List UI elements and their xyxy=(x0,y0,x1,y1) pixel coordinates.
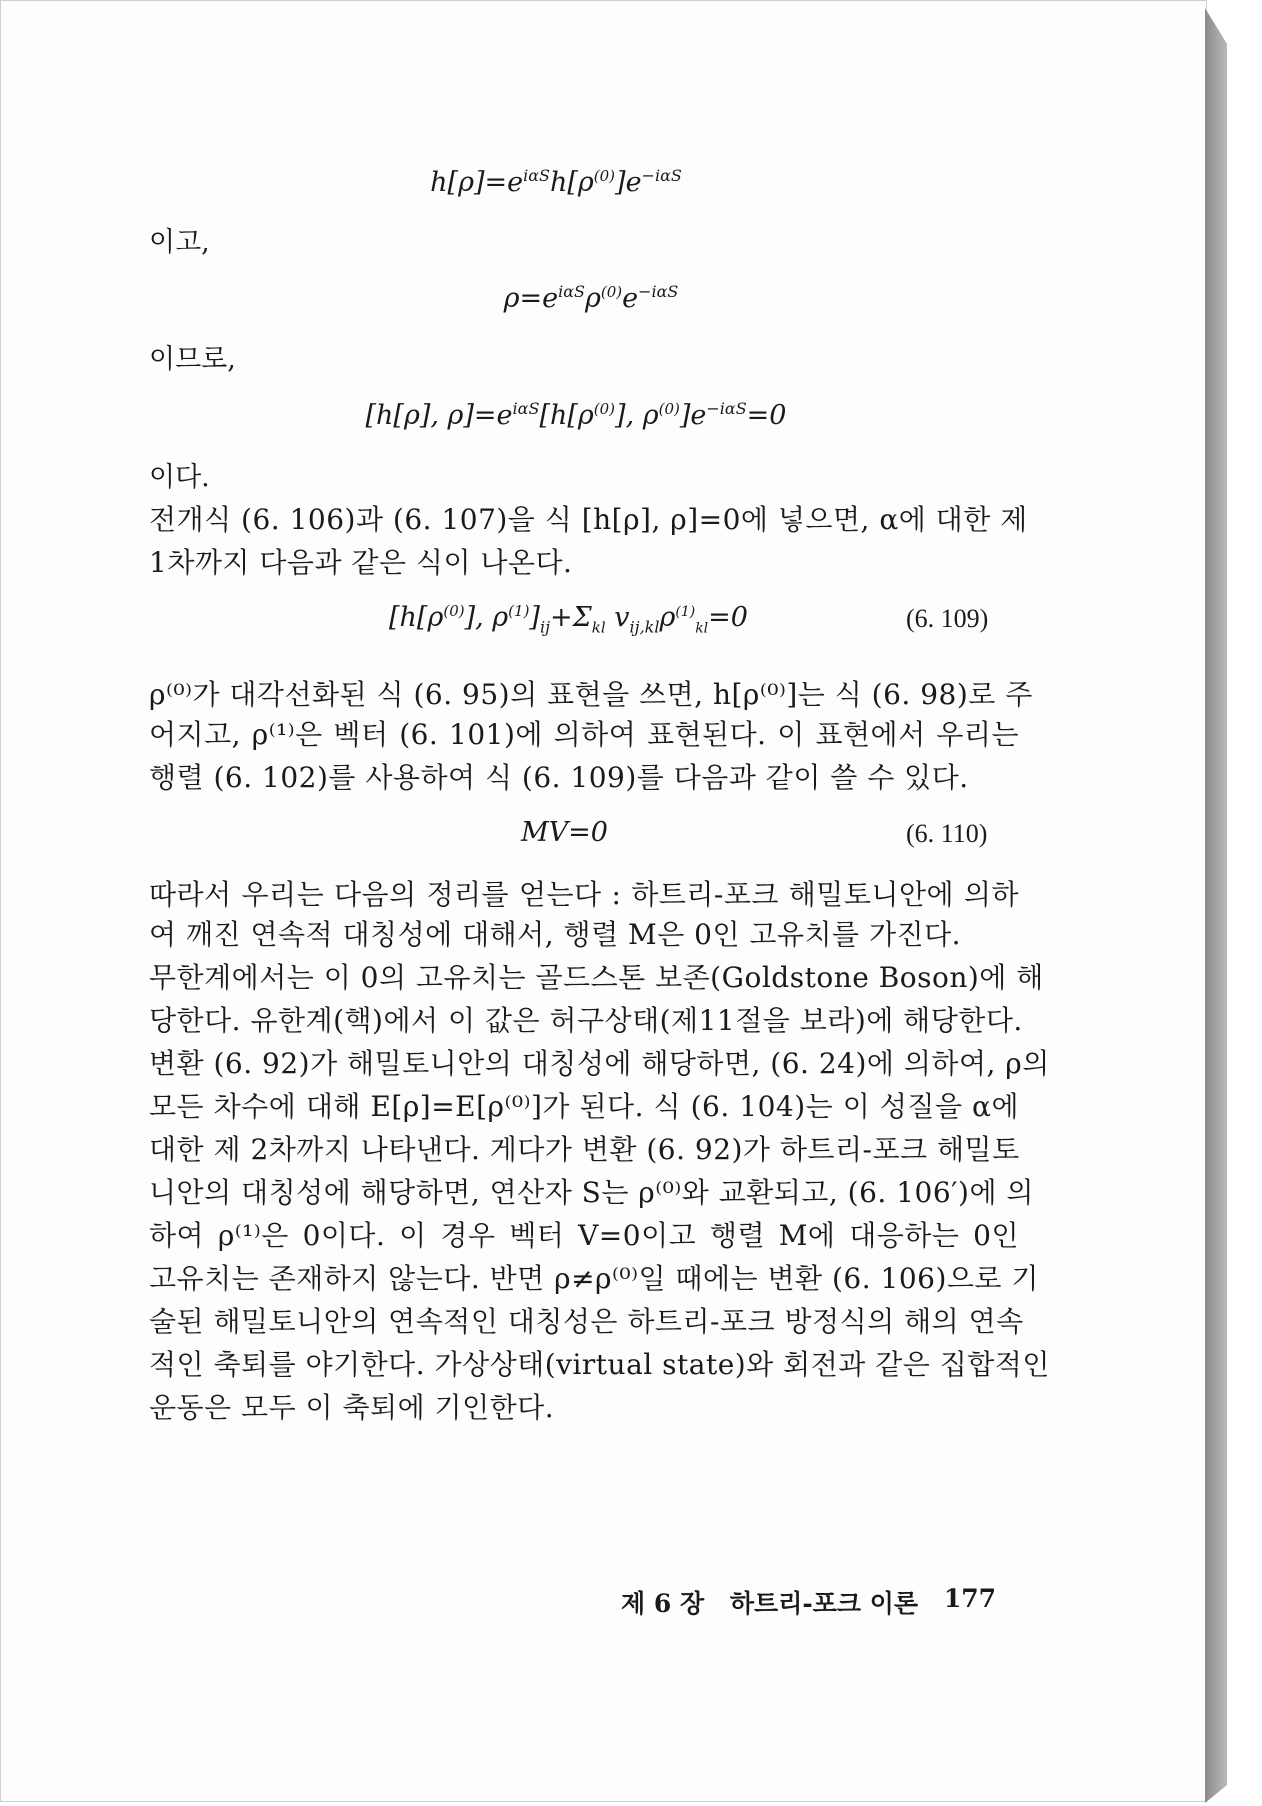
p3-line-10: 고유치는 존재하지 않는다. 반면 ρ≠ρ⁽⁰⁾일 때에는 변환 (6. 106)으로 기 xyxy=(149,1262,1039,1295)
equation-3 xyxy=(351,401,801,429)
text-ida: 이다. xyxy=(149,462,210,493)
p3-line-6: 모든 차수에 대해 E[ρ]=E[ρ⁽⁰⁾]가 된다. 식 (6. 104)는 이 성질을 α에 xyxy=(149,1090,1019,1123)
p3-line-7: 대한 제 2차까지 나타낸다. 게다가 변환 (6. 92)가 하트리-포크 해밀토 xyxy=(149,1133,1020,1166)
p2-line-2: 어지고, ρ⁽¹⁾은 벡터 (6. 101)에 의하여 표현된다. 이 표현에서 우리는 xyxy=(149,718,1019,751)
footer-chapter-title: 하트리-포크 이론 xyxy=(729,1589,919,1618)
p3-line-13: 운동은 모두 이 축퇴에 기인한다. xyxy=(149,1391,555,1424)
p2-line-3: 행렬 (6. 102)를 사용하여 식 (6. 109)를 다음과 같이 쓸 수 있다. xyxy=(149,761,969,794)
equation-2-text: $\rho=e^{i\alpha S}\rho^{(0)}e^{-i\alpha S}$ xyxy=(503,282,679,314)
text-igo: 이고, xyxy=(149,227,210,258)
p2-line-1: ρ⁽⁰⁾가 대각선화된 식 (6. 95)의 표현을 쓰면, h[ρ⁽⁰⁾]는 식 (6. 98)로 주 xyxy=(149,678,1033,711)
text-imeuro: 이므로, xyxy=(149,344,236,375)
p3-line-2: 여 깨진 연속적 대칭성에 대해서, 행렬 M은 0인 고유치를 가진다. xyxy=(149,918,962,951)
p3-line-4: 당한다. 유한계(핵)에서 이 값은 허구상태(제11절을 보라)에 해당한다. xyxy=(149,1004,1023,1037)
equation-5-number: (6. 110) xyxy=(906,819,988,848)
equation-4 xyxy=(389,604,748,635)
equation-1 xyxy=(331,168,781,196)
p3-line-9: 하여 ρ⁽¹⁾은 0이다. 이 경우 벡터 V=0이고 행렬 M에 대응하는 0인 xyxy=(149,1219,1019,1252)
p3-line-12: 적인 축퇴를 야기한다. 가상상태(virtual state)와 회전과 같은 집합적인 xyxy=(149,1348,1050,1381)
footer-chapter: 제 6 장 xyxy=(621,1589,705,1618)
p3-line-8: 니안의 대칭성에 해당하면, 연산자 S는 ρ⁽⁰⁾와 교환되고, (6. 106′)에 의 xyxy=(149,1176,1034,1209)
p1-line-1: 전개식 (6. 106)과 (6. 107)을 식 [h[ρ], ρ]=0에 넣으면, α에 대한 제 xyxy=(149,503,1028,536)
equation-4-text: [$h[\rho^{(0)}]$, $\rho^{(1)}]_{ij}+\Sigma_{kl}$ $v_{ij,kl}\rho^{(1)}_{kl}=0$ xyxy=(389,602,748,637)
footer-page-number: 177 xyxy=(943,1584,996,1613)
equation-5: MV=0 xyxy=(521,817,608,848)
p1-line-2: 1차까지 다음과 같은 식이 나온다. xyxy=(149,546,573,579)
p3-line-1: 따라서 우리는 다음의 정리를 얻는다 : 하트리-포크 해밀토니안에 의하 xyxy=(149,878,1019,911)
p3-line-11: 술된 해밀토니안의 연속적인 대칭성은 하트리-포크 방정식의 해의 연속 xyxy=(149,1305,1024,1338)
equation-1-text: $h[\rho]=e^{i\alpha S}h[\rho^{(0)}]e^{-i\alpha S}$ xyxy=(430,166,682,198)
equation-4-number: (6. 109) xyxy=(906,604,989,633)
p3-line-3: 무한계에서는 이 0의 고유치는 골드스톤 보존(Goldstone Boson)에 해 xyxy=(149,961,1044,994)
equation-3-text: [h[ρ], $\rho]=e^{i\alpha S}[h[\rho^{(0)}]$, $\rho^{(0)}]e^{-i\alpha S}=0$ xyxy=(365,399,787,431)
page-edge-shadow xyxy=(1205,8,1227,1803)
equation-2 xyxy=(441,284,741,312)
p3-line-5: 변환 (6. 92)가 해밀토니안의 대칭성에 해당하면, (6. 24)에 의하여, ρ의 xyxy=(149,1047,1050,1080)
page-footer xyxy=(621,1584,996,1620)
